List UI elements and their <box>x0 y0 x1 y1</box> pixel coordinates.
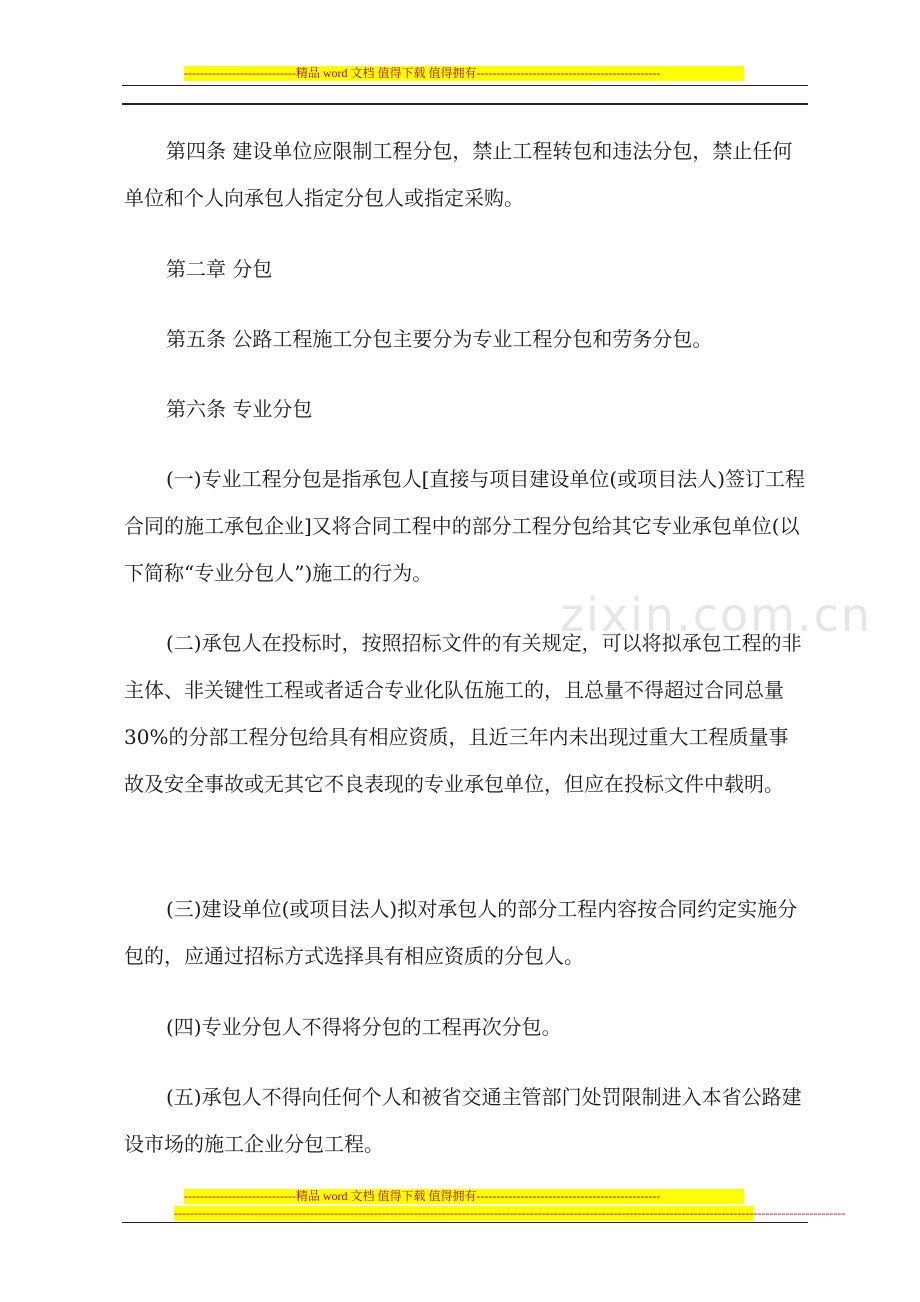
clause-1-paragraph: (一)专业工程分包是指承包人[直接与项目建设单位(或项目法人)签订工程合同的施工承包企业]又将合同工程中的部分工程分包给其它专业承包单位(以下简称“专业分包人”)施工的行为。 <box>124 467 806 585</box>
article-6-heading: 第六条 专业分包 <box>166 397 313 421</box>
clause-4-paragraph: (四)专业分包人不得将分包的工程再次分包。 <box>166 1015 562 1039</box>
header-banner: ----------------------------精品 word 文档 值得下载 值得拥有---------------------------------------------- <box>184 66 744 81</box>
watermark-text: zixin.com.cn <box>560 588 873 642</box>
header-rule-thin <box>122 85 808 86</box>
article-5-paragraph: 第五条 公路工程施工分包主要分为专业工程分包和劳务分包。 <box>166 327 713 351</box>
footer-banner: ----------------------------精品 word 文档 值得下载 值得拥有---------------------------------------------- <box>184 1189 744 1204</box>
footer-dash-line: ------------------------------------------------------------------------------------------------------------------------------------------------------------------------ <box>174 1206 846 1220</box>
clause-5-paragraph: (五)承包人不得向任何个人和被省交通主管部门处罚限制进入本省公路建设市场的施工企业分包工程。 <box>124 1085 802 1156</box>
footer-rule <box>122 1222 808 1223</box>
clause-3-paragraph: (三)建设单位(或项目法人)拟对承包人的部分工程内容按合同约定实施分包的，应通过招标方式选择具有相应资质的分包人。 <box>124 897 798 968</box>
header-rule-thick <box>122 103 808 105</box>
clause-2-paragraph: (二)承包人在投标时，按照招标文件的有关规定，可以将拟承包工程的非主体、非关键性工程或者适合专业化队伍施工的，且总量不得超过合同总量30%的分部工程分包给具有相应资质，且近三年内未出现过重大工程质量事故及安全事故或无其它不良表现的专业承包单位，但应在投标文件中载明。 <box>124 631 802 796</box>
article-4-paragraph: 第四条 建设单位应限制工程分包，禁止工程转包和违法分包，禁止任何单位和个人向承包人指定分包人或指定采购。 <box>124 139 793 210</box>
chapter-2-heading: 第二章 分包 <box>166 257 273 281</box>
